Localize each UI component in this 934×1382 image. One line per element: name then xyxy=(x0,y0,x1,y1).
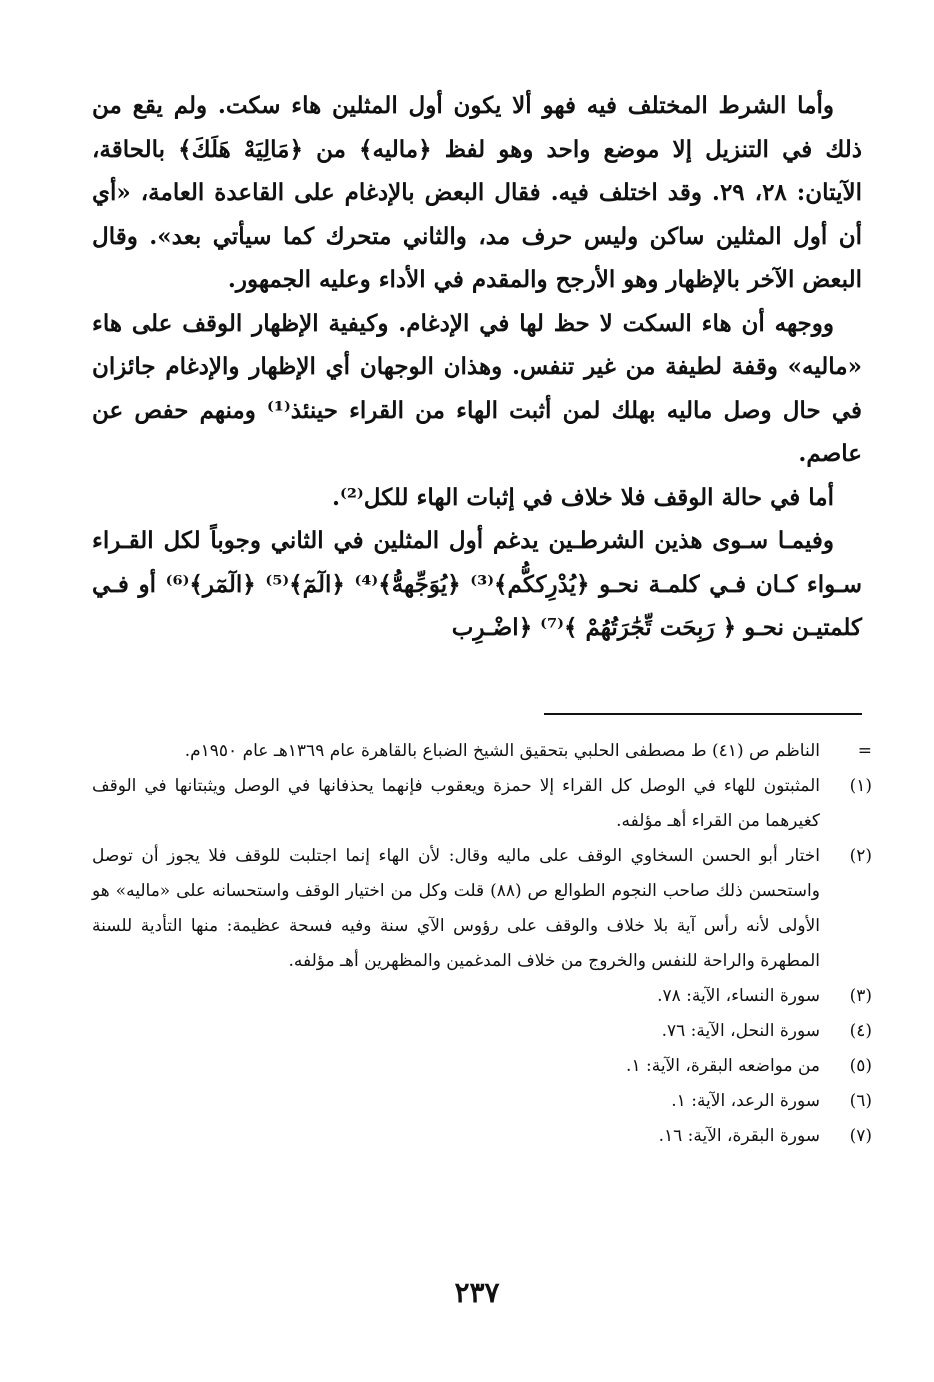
footnote-text: سورة البقرة، الآية: ١٦. xyxy=(658,1126,820,1146)
footnote-text: المثبتون للهاء في الوصل كل القراء إلا حمزة ويعقوب فإنهما يحذفانها في الوصل ويثبتانها في الوقف كغيرهما من القراء أهـ مؤلفه. xyxy=(92,776,820,831)
body-paragraph: ووجهه أن هاء السكت لا حظ لها في الإدغام. وكيفية الإظهار الوقف على هاء «ماليه» وقفة لطيفة من غير تنفس. وهذان الوجهان أي الإظهار والإدغام جائزان في حال وصل ماليه بهلك لمن أثبت الهاء من القراء حينئذ⁽¹⁾ ومنهم حفص عن عاصم. xyxy=(92,309,862,467)
footnote-text: سورة النحل، الآية: ٧٦. xyxy=(661,1021,820,1041)
footnote-text: من مواضعه البقرة، الآية: ١. xyxy=(626,1056,820,1076)
footnote-number: (٦) xyxy=(849,1091,872,1111)
body-paragraph: وفيمـا سـوى هذين الشرطـين يدغم أول المثلين في الثاني وجوباً لكل القـراء سـواء كـان فـي كلمـة نحـو ﴿يُدْرِككُّم﴾⁽³⁾ ﴿يُوَجِّههُّ﴾⁽⁴⁾ ﴿الٓمٓ﴾⁽⁵⁾ ﴿الٓمٓر﴾⁽⁶⁾ أو فـي كلمتيـن نحـو ﴿ رَبِحَت تِّجَٰرَتُهُمْ ﴾⁽⁷⁾ ﴿اضْـرِب xyxy=(92,527,863,641)
footnote-text: سورة النساء، الآية: ٧٨. xyxy=(657,986,820,1006)
footnote-number: = xyxy=(857,741,872,761)
footnote xyxy=(92,1049,872,1084)
book-page xyxy=(92,84,872,1382)
footnotes xyxy=(92,734,872,1154)
footnote-text: الناظم ص (٤١) ط مصطفى الحلبي بتحقيق الشيخ الضباع بالقاهرة عام ١٣٦٩هـ عام ١٩٥٠م. xyxy=(184,741,820,761)
body-paragraph: أما في حالة الوقف فلا خلاف في إثبات الهاء للكل⁽²⁾. xyxy=(331,483,834,511)
footnote-divider xyxy=(544,713,862,715)
footnote xyxy=(92,769,872,839)
footnote-number: (٥) xyxy=(849,1056,872,1076)
main-text xyxy=(92,84,862,650)
footnote xyxy=(92,734,872,769)
footnote-text: اختار أبو الحسن السخاوي الوقف على ماليه وقال: لأن الهاء إنما اجتلبت للوقف فلا يجوز أن توصل واستحسن ذلك صاحب النجوم الطوالع ص (٨٨) قلت وكل من اختيار الوقف واستحسانه على «ماليه» هو الأولى لأنه رأس آية بلا خلاف والوقف على رؤوس الآي سنة وفيه فسحة عظيمة: منها التأدية للسنة المطهرة والراحة للنفس والخروج من خلاف المدغمين والمظهرين أهـ مؤلفه. xyxy=(92,846,820,971)
footnote-number: (٣) xyxy=(849,986,872,1006)
body-paragraph: وأما الشرط المختلف فيه فهو ألا يكون أول المثلين هاء سكت. ولم يقع من ذلك في التنزيل إلا موضع واحد وهو لفظ ﴿ماليه﴾ من ﴿مَالِيَهْ هَلَكَ﴾ بالحاقة، الآيتان: ٢٨، ٢٩. وقد اختلف فيه. فقال البعض بالإدغام على القاعدة العامة، «أي أن أول المثلين ساكن وليس حرف مد، والثاني متحرك كما سيأتي بعد». وقال البعض الآخر بالإظهار وهو الأرجح والمقدم في الأداء وعليه الجمهور. xyxy=(92,92,862,293)
footnote xyxy=(92,979,872,1014)
footnote xyxy=(92,1084,872,1119)
page-number: ٢٣٧ xyxy=(454,1276,500,1309)
footnote-number: (١) xyxy=(849,776,872,796)
footnote xyxy=(92,1014,872,1049)
footnote-text: سورة الرعد، الآية: ١. xyxy=(671,1091,820,1111)
footnote-number: (٤) xyxy=(849,1021,872,1041)
footnote xyxy=(92,839,872,979)
footnote xyxy=(92,1119,872,1154)
footnote-number: (٢) xyxy=(849,846,872,866)
footnote-number: (٧) xyxy=(849,1126,872,1146)
